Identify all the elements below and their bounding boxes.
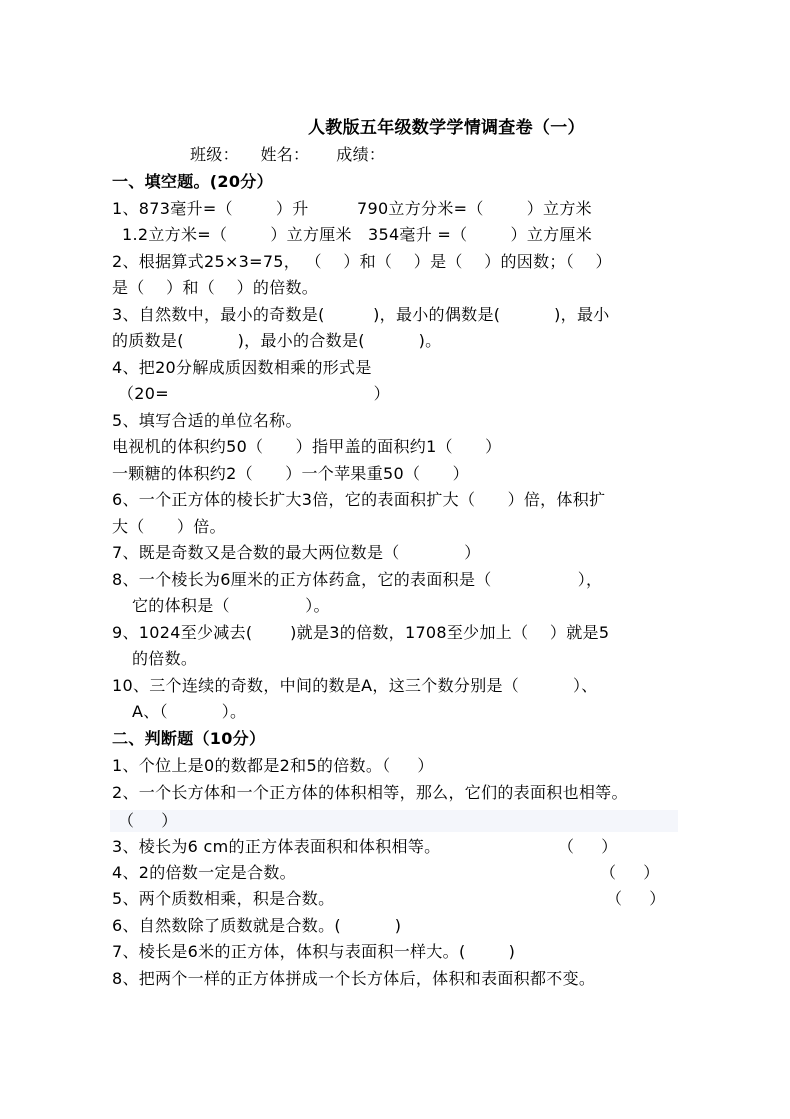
section-true-false-heading: 二、判断题（10分）: [112, 729, 266, 748]
question-line: 3、棱长为6 cm的正方体表面积和体积相等。: [112, 837, 441, 856]
question-line: （ ）: [118, 811, 178, 830]
answer-bracket: （ ）: [600, 863, 660, 882]
question-line: 1.2立方米=（ ）立方厘米 354毫升 =（ ）立方厘米: [122, 225, 593, 244]
question-line: 电视机的体积约50（ ）指甲盖的面积约1（ ）: [112, 437, 502, 456]
question-line: （20= ）: [118, 384, 390, 403]
question-line: 10、三个连续的奇数，中间的数是A，这三个数分别是（ ）、: [112, 676, 598, 695]
question-line: 4、把20分解成质因数相乘的形式是: [112, 358, 372, 377]
answer-bracket: （ ）: [558, 837, 618, 856]
question-line: 1、个位上是0的数都是2和5的倍数。（ ）: [112, 756, 434, 775]
question-line: 1、873毫升=（ ）升 790立方分米=（ ）立方米: [112, 199, 592, 218]
student-info-line: 班级： 姓名： 成绩：: [190, 145, 386, 164]
highlight-band: [110, 810, 678, 832]
section-fill-blank-heading: 一、填空题。(20分）: [112, 172, 273, 191]
question-line: 3、自然数中，最小的奇数是( )，最小的偶数是( )，最小: [112, 305, 610, 324]
question-line: 的质数是( )，最小的合数是( )。: [112, 331, 442, 350]
question-line: 6、自然数除了质数就是合数。( ): [112, 916, 402, 935]
question-line: 8、一个棱长为6厘米的正方体药盒，它的表面积是（ ），: [112, 570, 603, 589]
question-line: 大（ ）倍。: [112, 517, 226, 536]
question-line: 它的体积是（ ）。: [132, 596, 330, 615]
exam-title: 人教版五年级数学学情调查卷（一）: [308, 118, 585, 138]
question-line: 一颗糖的体积约2（ ）一个苹果重50（ ）: [112, 464, 469, 483]
answer-bracket: （ ）: [606, 889, 666, 908]
question-line: 2、一个长方体和一个正方体的体积相等，那么，它们的表面积也相等。: [112, 783, 628, 802]
question-line: A、（ ）。: [132, 702, 247, 721]
question-line: 7、棱长是6米的正方体，体积与表面积一样大。( ): [112, 942, 516, 961]
question-line: 9、1024至少减去( )就是3的倍数，1708至少加上（ ）就是5: [112, 623, 610, 642]
question-line: 5、填写合适的单位名称。: [112, 411, 302, 430]
question-line: 2、根据算式25×3=75， （ ）和（ ）是（ ）的因数；（ ）: [112, 252, 612, 271]
question-line: 8、把两个一样的正方体拼成一个长方体后，体积和表面积都不变。: [112, 969, 596, 988]
question-line: 5、两个质数相乘，积是合数。: [112, 889, 335, 908]
question-line: 的倍数。: [132, 649, 198, 668]
question-line: 是（ ）和（ ）的倍数。: [112, 278, 319, 297]
question-line: 7、既是奇数又是合数的最大两位数是（ ）: [112, 543, 481, 562]
question-line: 6、一个正方体的棱长扩大3倍，它的表面积扩大（ ）倍，体积扩: [112, 490, 606, 509]
question-line: 4、2的倍数一定是合数。: [112, 863, 296, 882]
